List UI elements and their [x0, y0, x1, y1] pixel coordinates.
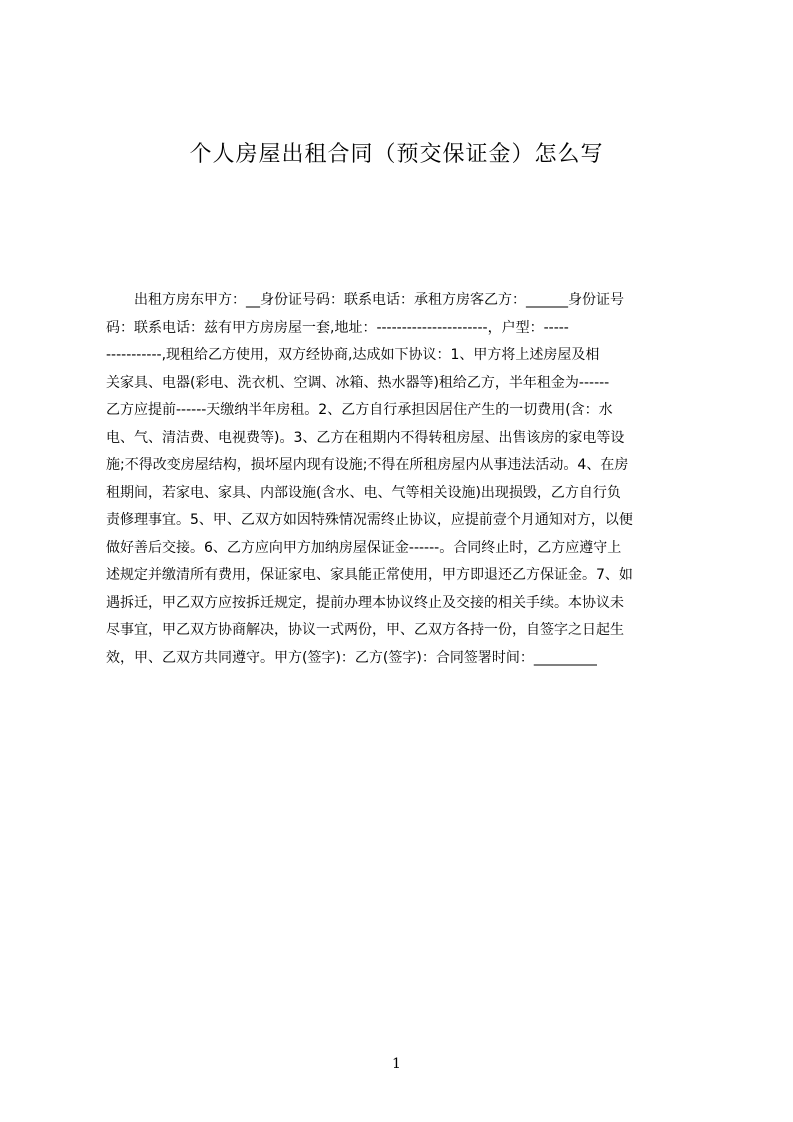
body-line: 责修理事宜。5、甲、乙双方如因特殊情况需终止协议，应提前壹个月通知对方，以便 [106, 512, 633, 528]
document-title: 个人房屋出租合同（预交保证金）怎么写 [189, 142, 604, 167]
body-line: 租期间，若家电、家具、内部设施(含水、电、气等相关设施)出现损毁，乙方自行负 [106, 484, 621, 501]
body-line: 遇拆迁，甲乙双方应按拆迁规定，提前办理本协议终止及交接的相关手续。本协议未 [106, 594, 624, 611]
body-line: 效，甲、乙双方共同遵守。甲方(签字)：乙方(签字)：合同签署时间：_________ [106, 649, 597, 666]
body-line: 关家具、电器(彩电、洗衣机、空调、冰箱、热水器等)租给乙方，半年租金为------ [106, 374, 610, 391]
page-number: 1 [392, 1056, 401, 1072]
body-line: 做好善后交接。6、乙方应向甲方加纳房屋保证金------。合同终止时，乙方应遵守上 [106, 539, 622, 556]
body-line: 码：联系电话：兹有甲方房房屋一套,地址：----------------------，户型：----- [106, 319, 569, 336]
contract-body [106, 287, 698, 672]
body-line: 电、气、清洁费、电视费等)。3、乙方在租期内不得转租房屋、出售该房的家电等设 [106, 429, 625, 446]
body-line: 施;不得改变房屋结构，损坏屋内现有设施;不得在所租房屋内从事违法活动。4、在房 [106, 457, 629, 473]
body-line: 尽事宜，甲乙双方协商解决，协议一式两份，甲、乙双方各持一份，自签字之日起生 [106, 622, 624, 638]
body-line: -----------,现租给乙方使用，双方经协商,达成如下协议：1、甲方将上述房屋及相 [106, 347, 600, 363]
body-line: 述规定并缴清所有费用，保证家电、家具能正常使用，甲方即退还乙方保证金。7、如 [106, 567, 633, 583]
body-line: 出租方房东甲方：__身份证号码：联系电话：承租方房客乙方：______身份证号 [106, 292, 624, 308]
body-line: 乙方应提前------天缴纳半年房租。2、乙方自行承担因居住产生的一切费用(含：水 [106, 402, 613, 418]
